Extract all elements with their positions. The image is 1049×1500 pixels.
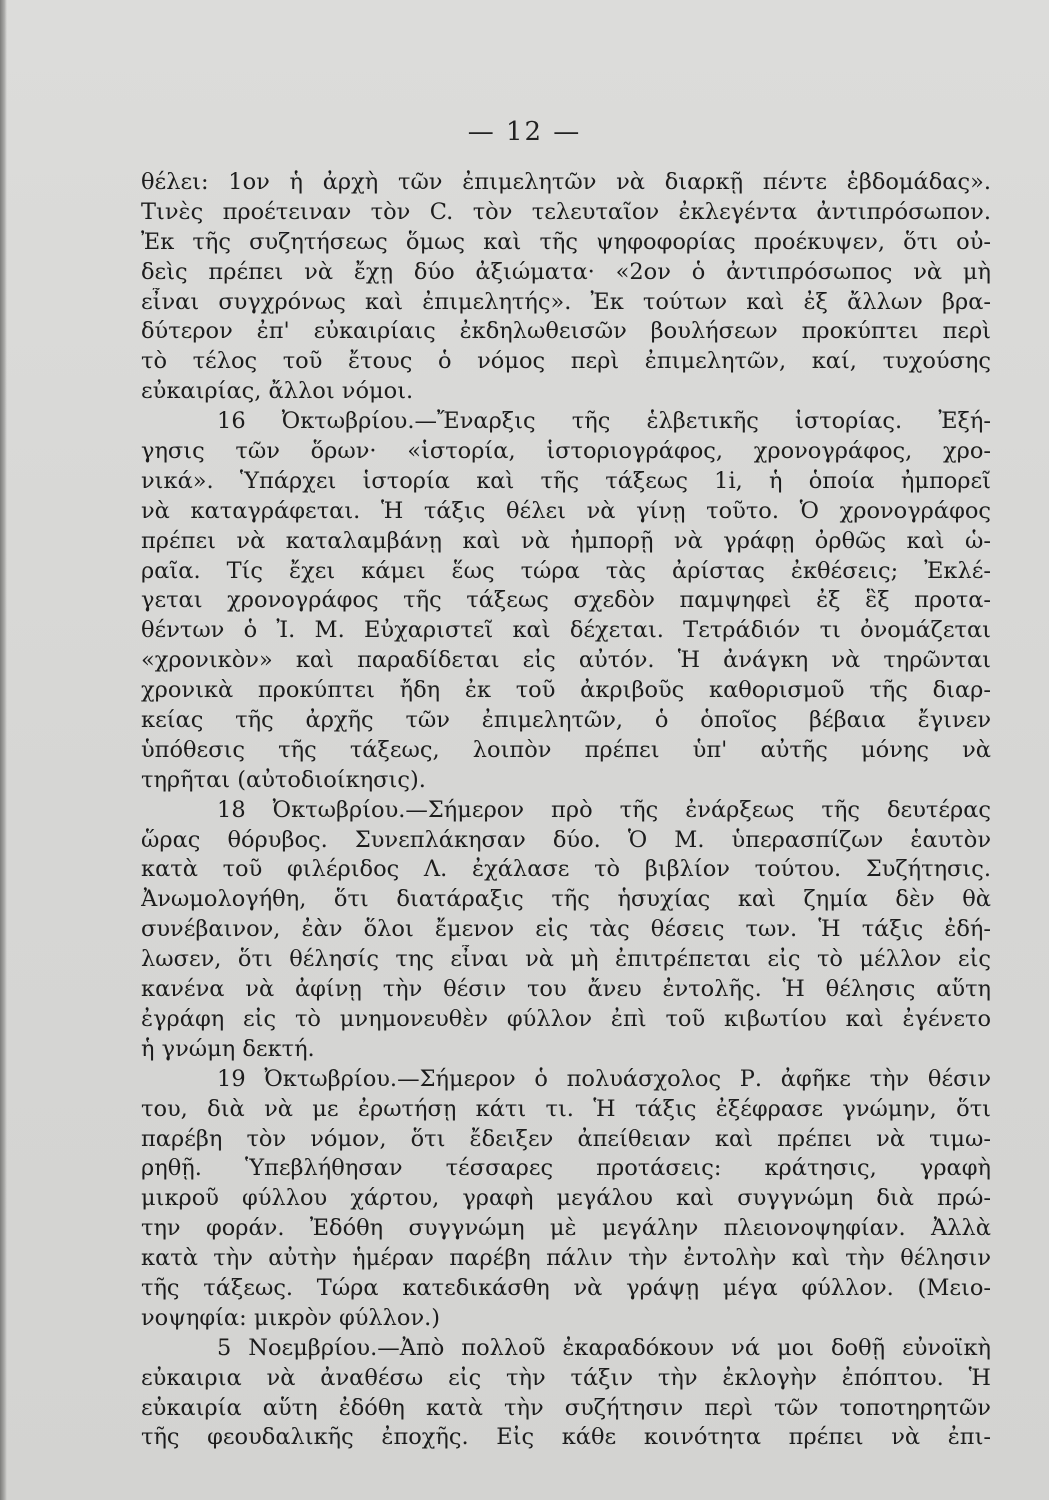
text-line: ραῖα. Τίς ἔχει κάμει ἕως τώρα τὰς ἀρίστας ἐκθέσεις; Ἐκλέ- [141, 557, 991, 584]
text-line: νικά». Ὑπάρχει ἱστορία καὶ τῆς τάξεως 1i, ἡ ὁποία ἠμπορεῖ [141, 467, 991, 494]
text-line: τὸ τέλος τοῦ ἔτους ὁ νόμος περὶ ἐπιμελητῶν, καί, τυχούσης [141, 348, 991, 375]
text-line: τῆς φεουδαλικῆς ἐποχῆς. Εἰς κάθε κοινότητα πρέπει νὰ ἐπι- [141, 1424, 991, 1451]
text-line: ἡ γνώμη δεκτή. [141, 1035, 315, 1062]
text-line: τηρῆται (αὐτοδιοίκησις). [141, 766, 426, 793]
text-line: 19 Ὀκτωβρίου.—Σήμερον ὁ πολυάσχολος Ρ. ἀφῆκε τὴν θέσιν [217, 1065, 991, 1092]
text-line: θέντων ὁ Ἰ. Μ. Εὐχαριστεῖ καὶ δέχεται. Τετράδιόν τι ὀνομάζεται [141, 617, 991, 644]
text-line: νὰ καταγράφεται. Ἡ τάξις θέλει νὰ γίνῃ τοῦτο. Ὁ χρονογράφος [141, 497, 991, 524]
text-line: λωσεν, ὅτι θέλησίς της εἶναι νὰ μὴ ἐπιτρέπεται εἰς τὸ μέλλον εἰς [141, 946, 991, 973]
page-number: — 12 — [467, 117, 582, 147]
text-line: πρέπει νὰ καταλαμβάνῃ καὶ νὰ ἠμπορῇ νὰ γράφῃ ὀρθῶς καὶ ὡ- [141, 527, 991, 554]
text-line: κατὰ τὴν αὐτὴν ἡμέραν παρέβη πάλιν τὴν ἐντολὴν καὶ τὴν θέλησιν [141, 1245, 991, 1272]
text-line: κατὰ τοῦ φιλέριδος Λ. ἐχάλασε τὸ βιβλίον τούτου. Συζήτησις. [141, 856, 991, 883]
body-text [141, 168, 991, 1453]
text-line: ρηθῇ. Ὑπεβλήθησαν τέσσαρες προτάσεις: κράτησις, γραφὴ [141, 1155, 991, 1182]
text-line: κανένα νὰ ἀφίνῃ τὴν θέσιν του ἄνευ ἐντολῆς. Ἡ θέλησις αὕτη [141, 976, 991, 1003]
text-line: 18 Ὀκτωβρίου.—Σήμερον πρὸ τῆς ἐνάρξεως τῆς δευτέρας [217, 796, 991, 823]
text-line: γησις τῶν ὅρων· «ἱστορία, ἱστοριογράφος, χρονογράφος, χρο- [141, 438, 991, 465]
text-line: ὑπόθεσις τῆς τάξεως, λοιπὸν πρέπει ὑπ' αὐτῆς μόνης νὰ [141, 736, 991, 763]
text-line: την φοράν. Ἐδόθη συγγνώμη μὲ μεγάλην πλειονοψηφίαν. Ἀλλὰ [141, 1215, 991, 1242]
text-line: 16 Ὀκτωβρίου.—Ἔναρξις τῆς ἑλβετικῆς ἱστορίας. Ἐξή- [217, 408, 991, 435]
text-line: εὐκαιρίας, ἄλλοι νόμοι. [141, 378, 414, 405]
text-line: εἶναι συγχρόνως καὶ ἐπιμελητής». Ἐκ τούτων καὶ ἐξ ἄλλων βρα- [141, 288, 991, 315]
text-line: χρονικὰ προκύπτει ἤδη ἐκ τοῦ ἀκριβοῦς καθορισμοῦ τῆς διαρ- [141, 677, 991, 704]
text-line: «χρονικὸν» καὶ παραδίδεται εἰς αὐτόν. Ἡ ἀνάγκη νὰ τηρῶνται [141, 647, 991, 674]
text-line: συνέβαινον, ἐὰν ὅλοι ἔμενον εἰς τὰς θέσεις των. Ἡ τάξις ἐδή- [141, 916, 991, 943]
text-line: εὐκαιρία αὕτη ἐδόθη κατὰ τὴν συζήτησιν περὶ τῶν τοποτηρητῶν [141, 1394, 991, 1421]
text-line: του, διὰ νὰ με ἐρωτήσῃ κάτι τι. Ἡ τάξις ἐξέφρασε γνώμην, ὅτι [141, 1095, 991, 1122]
text-line: Ἀνωμολογήθη, ὅτι διατάραξις τῆς ἡσυχίας καὶ ζημία δὲν θὰ [141, 886, 991, 913]
text-line: γεται χρονογράφος τῆς τάξεως σχεδὸν παμψηφεὶ ἐξ ἓξ προτα- [141, 587, 991, 614]
binding-edge [0, 0, 7, 1500]
text-line: κείας τῆς ἀρχῆς τῶν ἐπιμελητῶν, ὁ ὁποῖος βέβαια ἔγινεν [141, 707, 991, 734]
text-line: τῆς τάξεως. Τώρα κατεδικάσθη νὰ γράψῃ μέγα φύλλον. (Μειο- [141, 1274, 991, 1301]
text-line: μικροῦ φύλλου χάρτου, γραφὴ μεγάλου καὶ συγγνώμη διὰ πρώ- [141, 1185, 991, 1212]
text-line: θέλει: 1ον ἡ ἀρχὴ τῶν ἐπιμελητῶν νὰ διαρκῇ πέντε ἑβδομάδας». [141, 169, 991, 195]
text-line: 5 Νοεμβρίου.—Ἀπὸ πολλοῦ ἐκαραδόκουν νά μοι δοθῇ εὐνοϊκὴ [217, 1334, 991, 1361]
text-line: Ἐκ τῆς συζητήσεως ὅμως καὶ τῆς ψηφοφορίας προέκυψεν, ὅτι οὐ- [141, 228, 991, 255]
text-line: ὥρας θόρυβος. Συνεπλάκησαν δύο. Ὁ Μ. ὑπερασπίζων ἑαυτὸν [141, 826, 991, 853]
text-line: Τινὲς προέτειναν τὸν C. τὸν τελευταῖον ἐκλεγέντα ἀντιπρόσωπον. [141, 198, 991, 225]
text-line: δύτερον ἐπ' εὐκαιρίαις ἐκδηλωθεισῶν βουλήσεων προκύπτει περὶ [141, 318, 991, 345]
text-line: ἐγράφη εἰς τὸ μνημονευθὲν φύλλον ἐπὶ τοῦ κιβωτίου καὶ ἐγένετο [141, 1005, 991, 1032]
text-line: εὐκαιρια νὰ ἀναθέσω εἰς τὴν τάξιν τὴν ἐκλογὴν ἐπόπτου. Ἡ [141, 1364, 991, 1391]
text-line: παρέβη τὸν νόμον, ὅτι ἔδειξεν ἀπείθειαν καὶ πρέπει νὰ τιμω- [141, 1125, 991, 1152]
text-line: δεὶς πρέπει νὰ ἔχῃ δύο ἀξιώματα· «2ον ὁ ἀντιπρόσωπος νὰ μὴ [141, 258, 991, 285]
text-line: νοψηφία: μικρὸν φύλλον.) [141, 1304, 441, 1331]
